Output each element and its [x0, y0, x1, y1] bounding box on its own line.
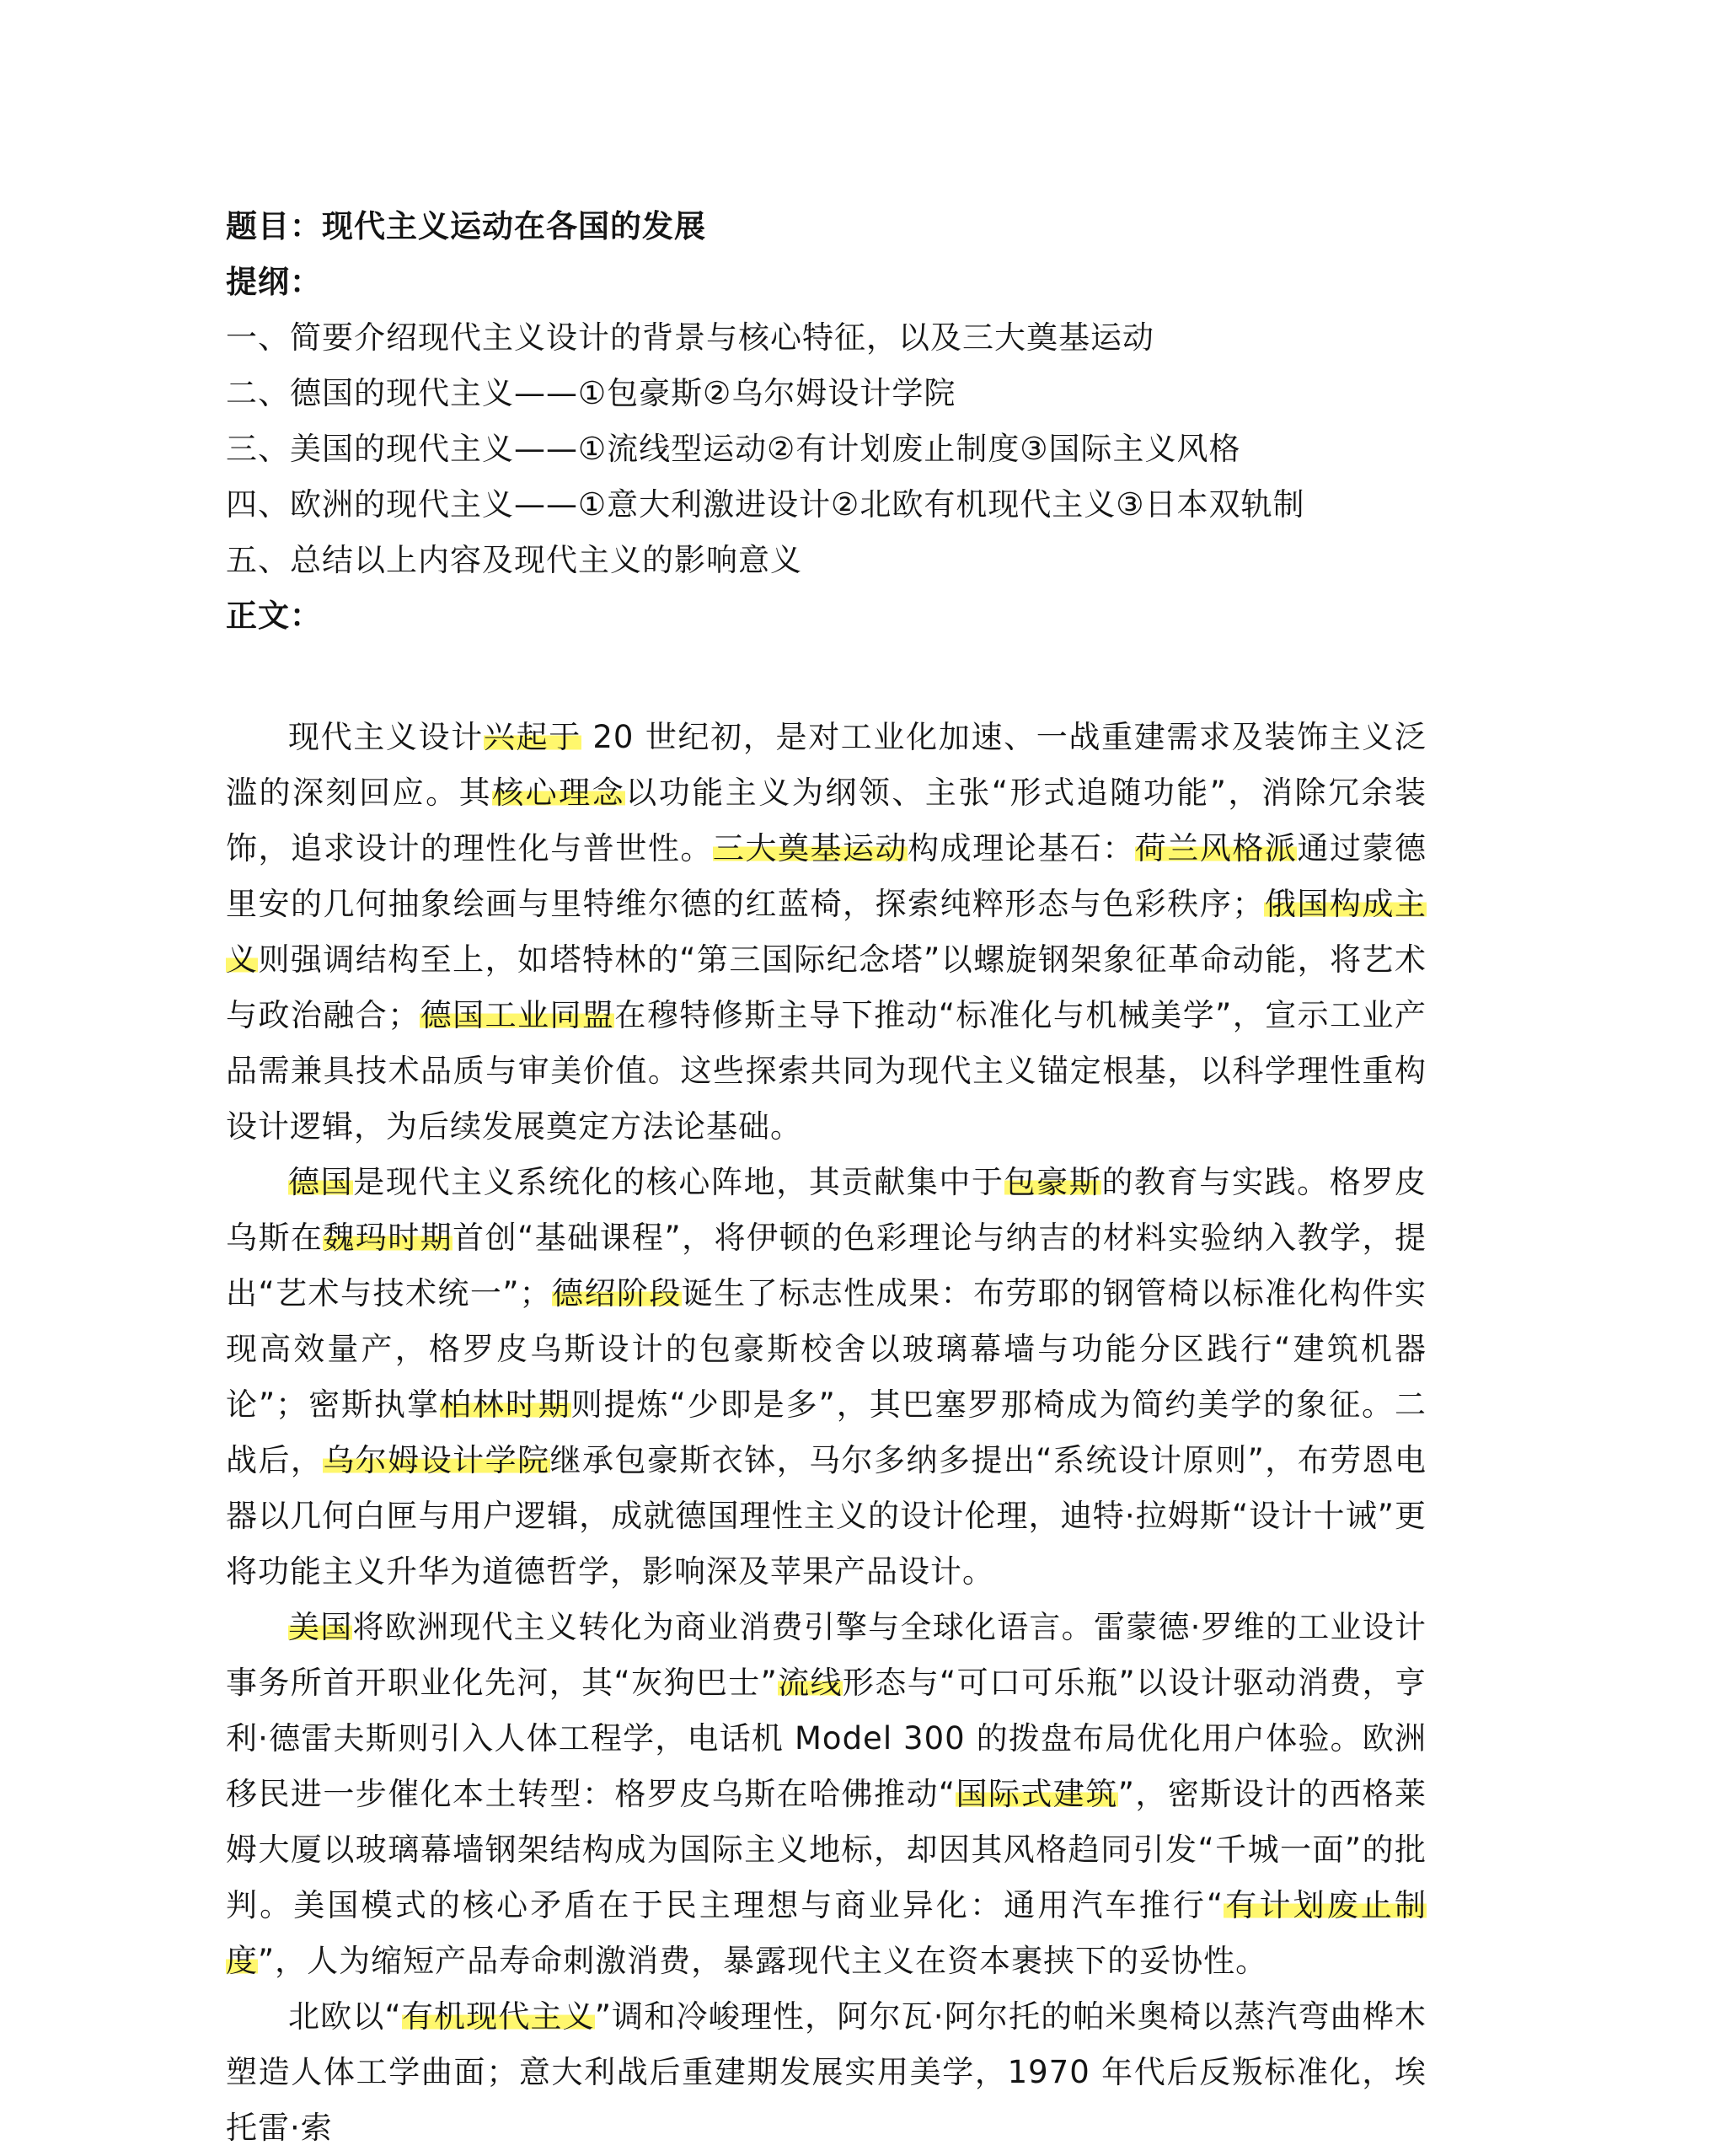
text-run: 则提炼“少即是多”，其巴塞罗那椅成为简约美学的象征。二战后， [226, 1386, 1427, 1478]
highlighted-phrase: 包豪斯 [1004, 1164, 1102, 1200]
text-run: 以功能主义为纲领、主张“形式追随功能”，消除冗余装饰，追求设计的理性化与普世性。 [226, 775, 1427, 866]
highlighted-phrase: 美国 [288, 1609, 353, 1645]
text-run: 首创“基础课程”，将伊顿的色彩理论与纳吉的材料实验纳入教学，提出“艺术与技术统一”； [226, 1220, 1427, 1311]
text-run: ”调和冷峻理性，阿尔瓦·阿尔托的帕米奥椅以蒸汽弯曲桦木塑造人体工学曲面；意大利战后重建期发展实用美学，1970 年代后反叛标准化，埃托雷·索 [226, 1998, 1427, 2146]
outline-item-5: 五、总结以上内容及现代主义的影响意义 [226, 542, 802, 578]
text-run: 在穆特修斯主导下推动“标准化与机械美学”，宣示工业产品需兼具技术品质与审美价值。这些探索共同为现代主义锚定根基，以科学理性重构设计逻辑，为后续发展奠定方法论基础。 [226, 997, 1427, 1145]
text-run: 继承包豪斯衣钵，马尔多纳多提出“系统设计原则”，布劳恩电器以几何白匣与用户逻辑，成就德国理性主义的设计伦理，迪特·拉姆斯“设计十诫”更将功能主义升华为道德哲学，影响深及苹果产品设计。 [226, 1442, 1427, 1590]
highlighted-phrase: 德国 [288, 1164, 354, 1200]
text-run: 20 世纪初，是对工业化加速、一战重建需求及装饰主义泛滥的深刻回应。其 [226, 719, 1427, 811]
highlighted-phrase: 国际式建筑 [956, 1776, 1118, 1812]
text-run: 的教育与实践。格罗皮乌斯在 [226, 1164, 1427, 1256]
text-run: 现代主义设计 [288, 719, 484, 755]
highlighted-phrase: 俄国构成主义 [226, 886, 1427, 978]
text-run: 形态与“可口可乐瓶”以设计驱动消费，亨利·德雷夫斯则引入人体工程学，电话机 Model 300 的拨盘布局优化用户体验。欧洲移民进一步催化本土转型：格罗皮乌斯在哈佛推动“ [226, 1665, 1427, 1812]
paragraph-1 [226, 710, 1427, 1155]
text-run: 则强调结构至上，如塔特林的“第三国际纪念塔”以螺旋钢架象征革命动能，将艺术与政治融合； [226, 941, 1427, 1033]
paragraph-4 [226, 1989, 1427, 2156]
text-run: 北欧以“ [288, 1998, 402, 2035]
highlighted-phrase: 三大奠基运动 [712, 830, 908, 866]
text-run: 诞生了标志性成果：布劳耶的钢管椅以标准化构件实现高效量产，格罗皮乌斯设计的包豪斯校舍以玻璃幕墙与功能分区践行“建筑机器论”；密斯执掌 [226, 1275, 1427, 1423]
outline-item-3: 三、美国的现代主义——①流线型运动②有计划废止制度③国际主义风格 [226, 431, 1241, 467]
highlighted-phrase: 核心理念 [492, 775, 626, 811]
highlighted-phrase: 乌尔姆设计学院 [323, 1442, 550, 1478]
body-heading: 正文： [226, 598, 322, 634]
highlighted-phrase: 流线 [777, 1665, 843, 1701]
text-run: 是现代主义系统化的核心阵地，其贡献集中于 [353, 1164, 1004, 1200]
highlighted-phrase: 柏林时期 [439, 1386, 571, 1423]
outline-heading: 提纲： [226, 264, 322, 300]
highlighted-phrase: 有计划废止制度 [226, 1887, 1427, 1979]
text-run: 将欧洲现代主义转化为商业消费引擎与全球化语言。雷蒙德·罗维的工业设计事务所首开职业化先河，其“灰狗巴士” [226, 1609, 1427, 1701]
highlighted-phrase: 有机现代主义 [401, 1998, 595, 2035]
highlighted-phrase: 魏玛时期 [323, 1220, 453, 1256]
title-line [226, 199, 706, 255]
highlighted-phrase: 德国工业同盟 [420, 997, 615, 1033]
text-run: ”，人为缩短产品寿命刺激消费，暴露现代主义在资本裹挟下的妥协性。 [258, 1943, 1268, 1979]
text-run: 通过蒙德里安的几何抽象绘画与里特维尔德的红蓝椅，探索纯粹形态与色彩秩序； [226, 830, 1427, 922]
paragraph-3 [226, 1600, 1427, 1989]
highlighted-phrase: 兴起于 [483, 719, 581, 755]
paragraph-2 [226, 1155, 1427, 1600]
title-text: 题目：现代主义运动在各国的发展 [226, 208, 706, 244]
highlighted-phrase: 荷兰风格派 [1134, 830, 1298, 866]
outline-item-2: 二、德国的现代主义——①包豪斯②乌尔姆设计学院 [226, 375, 956, 411]
text-run: ”，密斯设计的西格莱姆大厦以玻璃幕墙钢架结构成为国际主义地标，却因其风格趋同引发“千城一面”的批判。美国模式的核心矛盾在于民主理想与商业异化：通用汽车推行“ [226, 1776, 1427, 1923]
text-run: 构成理论基石： [908, 830, 1135, 866]
highlighted-phrase: 德绍阶段 [551, 1275, 682, 1311]
outline-item-4: 四、欧洲的现代主义——①意大利激进设计②北欧有机现代主义③日本双轨制 [226, 486, 1305, 523]
outline-item-1: 一、简要介绍现代主义设计的背景与核心特征，以及三大奠基运动 [226, 319, 1154, 356]
